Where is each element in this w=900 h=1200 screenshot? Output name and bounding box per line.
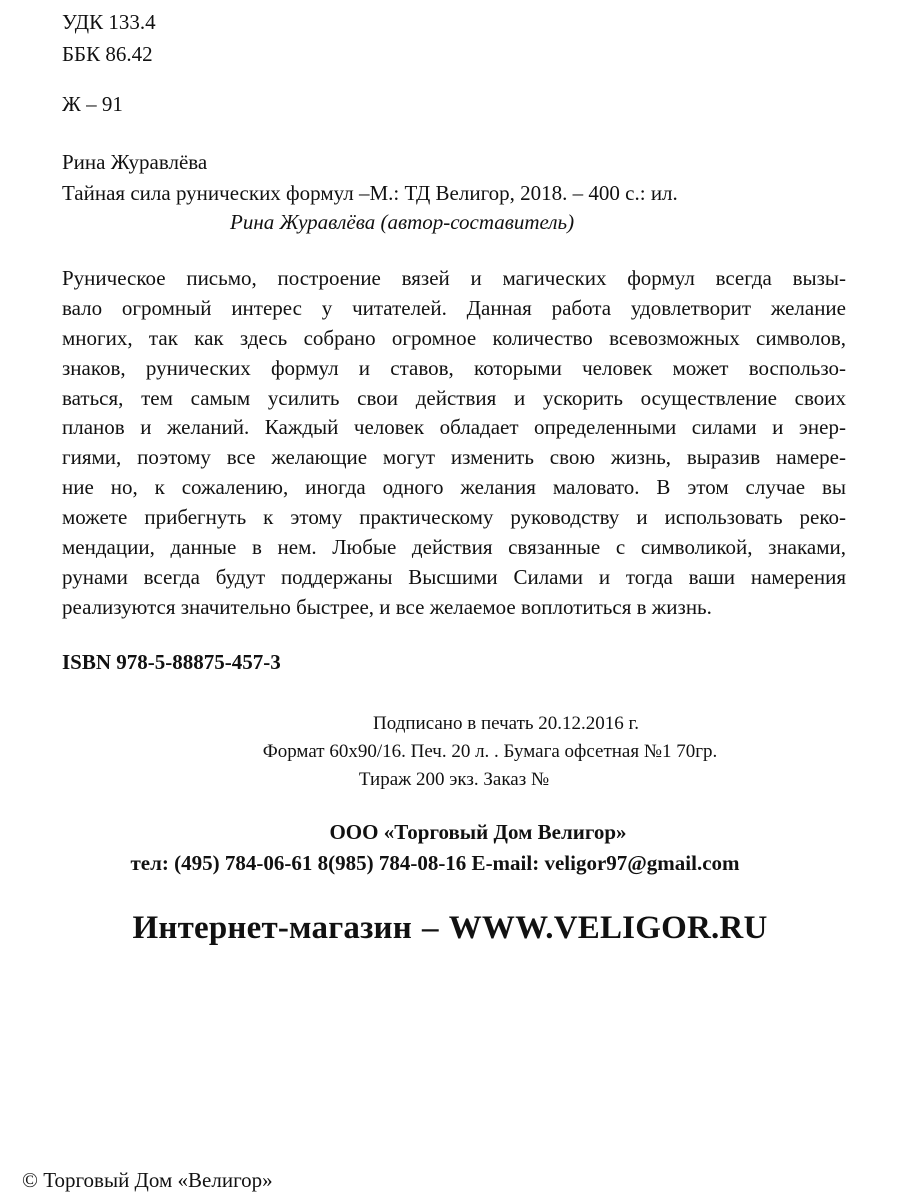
annotation-line: многих, так как здесь собрано огромное количество всевозможных символов, [62,325,846,350]
annotation-paragraph [62,264,846,623]
annotation-line: рунами всегда будут поддержаны Высшими Силами и тогда ваши намерения [62,564,846,589]
signed-to-print: Подписано в печать 20.12.2016 г. [373,713,639,734]
udk-code: УДК 133.4 [62,10,156,34]
annotation-line: вало огромный интерес у читателей. Данная работа удовлетворит желание [62,295,846,320]
print-run: Тираж 200 экз. Заказ № [358,769,550,790]
annotation-line: знаков, рунических формул и ставов, которыми человек может воспользо- [62,355,846,380]
online-shop-line [0,912,900,945]
annotation-line: гиями, поэтому все желающие могут изменить свою жизнь, выразив намере- [62,445,846,470]
online-shop-label: Интернет-магазин [132,910,412,946]
online-shop-url: WWW.VELIGOR.RU [448,910,768,946]
bibliographic-title-line: Тайная сила рунических формул –М.: ТД Велигор, 2018. – 400 с.: ил. [62,181,678,205]
publisher-contacts: тел: (495) 784-06-61 8(985) 784-08-16 E-mail: veligor97@gmail.com [130,851,740,875]
author-mark: Ж – 91 [62,92,123,116]
copyright-notice: © Торговый Дом «Велигор» [22,1168,273,1192]
isbn: ISBN 978-5-88875-457-3 [62,650,281,674]
annotation-line: ваться, тем самым усилить свои действия и ускорить осуществление своих [62,385,846,410]
annotation-line: Руническое письмо, построение вязей и магических формул всегда вызы- [62,266,846,290]
author-name: Рина Журавлёва [62,150,208,174]
compiler-credit: Рина Журавлёва (автор-составитель) [230,210,575,234]
bbk-code: ББК 86.42 [62,42,153,66]
print-format: Формат 60х90/16. Печ. 20 л. . Бумага офсетная №1 70гр. [262,741,718,762]
annotation-line: ние но, к сожалению, иногда одного желания маловато. В этом случае вы [62,475,846,500]
publisher-name: ООО «Торговый Дом Велигор» [329,820,627,844]
annotation-line: можете прибегнуть к этому практическому руководству и использовать реко- [62,505,846,530]
online-shop-dash: – [421,910,439,946]
annotation-line: реализуются значительно быстрее, и все желаемое воплотиться в жизнь. [62,594,712,619]
annotation-line: мендации, данные в нем. Любые действия связанные с символикой, знаками, [62,535,846,560]
annotation-line: планов и желаний. Каждый человек обладает определенными силами и энер- [62,415,846,440]
